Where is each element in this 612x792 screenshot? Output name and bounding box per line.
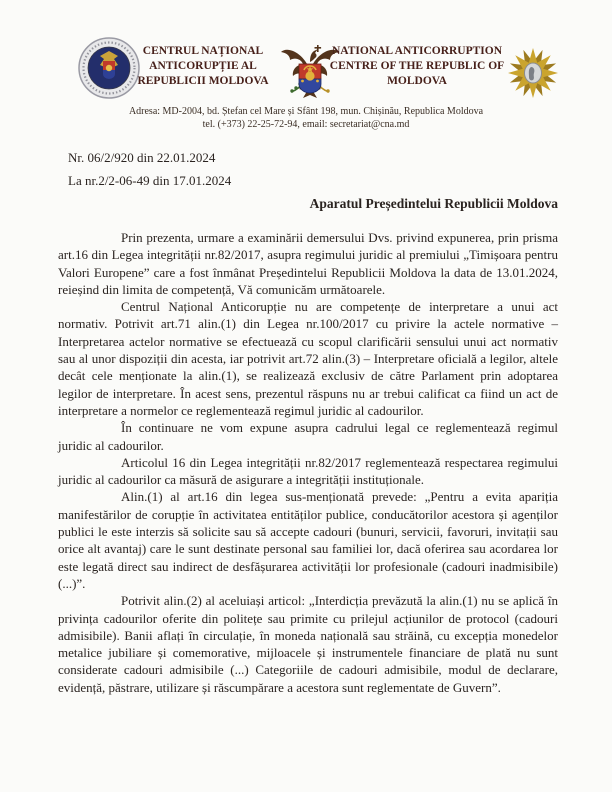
addressee: Aparatul Președintelui Republicii Moldova [309, 196, 558, 211]
org-name-ro-line3: REPUBLICII MOLDOVA [137, 75, 269, 87]
paragraph-5: Alin.(1) al art.16 din legea sus-menționată prevede: „Pentru a evita apariția manifestărilor de corupție în activitatea entităților publice, conducătorilor acestora și agenților publici le este interzis să solicite sau să accepte cadouri (bunuri, servicii, favoruri, invitații sau orice alt avantaj) care le sunt destinate personal sau familiei lor, dacă oferirea sau acordarea lor este legată direct sau indirect de desfășurarea activității lor profesionale (cadouri inadmisibile) (...)”. [58, 489, 558, 591]
org-address-line1: Adresa: MD-2004, bd. Ștefan cel Mare și Sfânt 198, mun. Chișinău, Republica Moldova [128, 106, 484, 117]
org-name-en [328, 44, 506, 89]
incoming-ref-number: La nr.2/2-06-49 din 17.01.2024 [68, 173, 232, 188]
org-name-ro-line1: CENTRUL NAȚIONAL [142, 45, 264, 57]
org-address [56, 106, 556, 131]
org-name-ro [128, 44, 278, 89]
paragraph-4: Articolul 16 din Legea integrității nr.82/2017 reglementează respectarea regimului juridic al cadourilor ca măsură de asigurare a integrității instituționale. [58, 454, 558, 488]
org-name-en-line1: NATIONAL ANTICORRUPTION [331, 45, 503, 57]
outgoing-ref-number: Nr. 06/2/920 din 22.01.2024 [68, 150, 216, 165]
org-name-en-line2: CENTRE OF THE REPUBLIC OF [329, 60, 505, 72]
letter-body [58, 229, 558, 696]
order-medal-icon [507, 47, 559, 99]
org-name-en-line3: MOLDOVA [387, 75, 447, 87]
paragraph-3: În continuare ne vom expune asupra cadrului legal ce reglementează regimul juridic al cadourilor. [58, 420, 558, 453]
reference-numbers [68, 146, 231, 192]
paragraph-1: Prin prezenta, urmare a examinării demersului Dvs. privind expunerea, prin prisma art.16 din Legea integrității nr.82/2017, asupra regimului juridic al premiului „Timișoara pentru Valori Europene” care a fost înmânat Președintelui Republicii Moldova la data de 13.01.2024, reieșind din limita de competență, Vă comunicăm următoarele. [58, 230, 558, 297]
paragraph-6: Potrivit alin.(2) al aceluiași articol: „Interdicția prevăzută la alin.(1) nu se aplică în privința cadourilor oferite din politețe sau primite cu prilejul acțiunilor de protocol (cadouri admisibile). Banii aflați în circulație, în moneda națională sau străină, cu excepția monedelor metalice jubiliare și comemorative, mijloacele și instrumentele financiare de plată nu sunt considerate cadouri admisibile (...) Categoriile de cadouri admisibile, modul de declarare, evidență, păstrare, utilizare și răscumpărare a acestora sunt reglementate de Guvern”. [58, 593, 558, 695]
org-name-ro-line2: ANTICORUPȚIE AL [149, 60, 257, 72]
paragraph-2: Centrul Național Anticorupție nu are competențe de interpretare a unui act normativ. Potrivit art.71 alin.(1) din Legea nr.100/2017 cu privire la actele normative – Interpretarea actelor normative se efectuează cu scopul clarificării sensului unui act normativ sau al unor dispoziții din acesta, iar potrivit art.72 alin.(3) – Interpretare oficială a legilor, altele decât cele menționate la alin.(1), se realizează exclusiv de către Parlament prin adoptarea legilor de interpretare. În acest sens, prezentul răspuns nu ar trebui calificat ca fiind un act de interpretare a normelor ce reglementează regimul juridic al cadourilor. [58, 299, 558, 418]
org-address-line2: tel. (+373) 22-25-72-94, email: secretariat@cna.md [202, 118, 410, 130]
